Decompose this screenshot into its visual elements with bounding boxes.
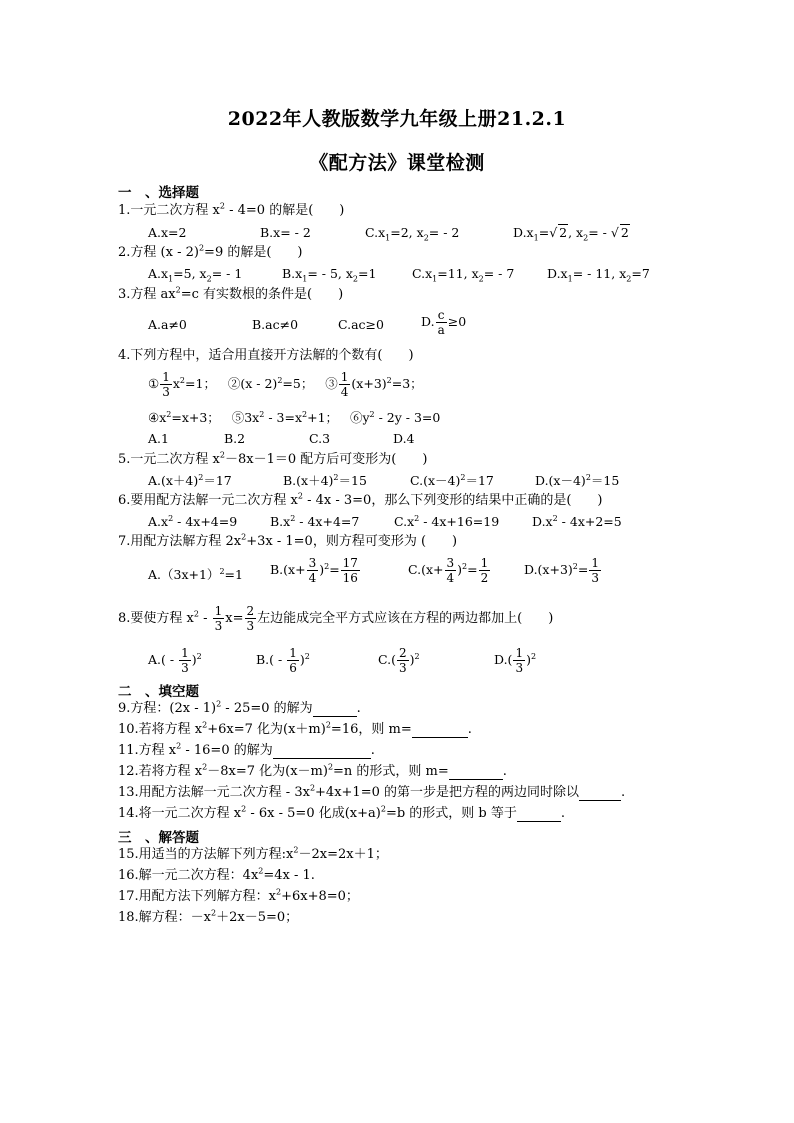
q8-option-a: A.( - $\frac{1}{3}$ )$^2$ xyxy=(148,646,202,675)
question-6-stem: 6.要用配方法解一元二次方程 $x^2 - 4x - 3=0$，那么下列变形的结果中正确的是( ) xyxy=(118,491,603,508)
answer-blank[interactable] xyxy=(579,788,621,801)
q6-option-c: $C.x^2 - 4x+16=19$ xyxy=(394,513,500,529)
answer-blank[interactable] xyxy=(412,725,468,738)
question-10: 10.若将方程 $x^2+6x=7$ 化为$(x+m)^2=16$，则 m= . xyxy=(118,720,472,737)
title-line-1: 2022年人教版数学九年级上册21.2.1 xyxy=(227,108,567,130)
question-5-stem: 5.一元二次方程 $x^2-8x-1=0$ 配方后可变形为( ) xyxy=(118,450,428,467)
q4-items-row-1: ① $\frac{1}{3}$ $x^2=1$； ②(x - 2)$^2$=5； ③ $\frac{1}{4}$ $(x+3)^2=3$； xyxy=(148,370,423,399)
q1-option-c: $C.x_1=2$, $x_2= - 2$ xyxy=(365,225,460,243)
q7-option-d: $D.(x+3)^2=$ $\frac{1}{3}$ xyxy=(524,556,599,585)
question-2-stem: 2.方程 (x - 2)$^2$=9 的解是( ) xyxy=(118,243,303,260)
question-18: 18.解方程：$-x^2+2x-5=0$； xyxy=(118,908,299,925)
answer-blank[interactable] xyxy=(449,767,503,780)
answer-blank[interactable] xyxy=(273,746,371,759)
q5-option-d: $D.(x-4)^2=15$ xyxy=(535,472,620,488)
q3-option-c: C.ac≥0 xyxy=(338,317,384,332)
q5-option-b: $B.(x+4)^2=15$ xyxy=(283,472,367,488)
q4-option-d: D.4 xyxy=(393,431,415,446)
question-3-stem: 3.方程 $ax^2=c$ 有实数根的条件是( ) xyxy=(118,285,344,302)
title-line-2: 《配方法》课堂检测 xyxy=(309,152,485,174)
q6-option-b: $B.x^2 - 4x+4=7$ xyxy=(270,513,360,529)
q3-option-b: B.ac≠0 xyxy=(252,317,299,332)
question-15: 15.用适当的方法解下列方程$:x^2-2x=2x+1$； xyxy=(118,845,388,862)
q1-option-a: A.x=2 xyxy=(148,225,187,240)
question-8-stem: 8.要使方程 $x^2$ - $\frac{1}{3}$ x= $\frac{2}{3}$ 左边能成完全平方式应该在方程的两边都加上( ) xyxy=(118,604,554,633)
q3-option-a: A.a≠0 xyxy=(148,317,187,332)
q4-option-a: A.1 xyxy=(148,431,169,446)
section-heading-answer: 三 、解答题 xyxy=(118,830,199,846)
q2-option-a: $A.x_1=5$, $x_2= - 1$ xyxy=(148,266,243,284)
q8-option-c: C.( $\frac{2}{3}$ )$^2$ xyxy=(378,646,420,675)
section-heading-choice: 一 、选择题 xyxy=(118,185,199,201)
q2-option-d: $D.x_1= - 11$, $x_2=7$ xyxy=(547,266,650,284)
question-17: 17.用配方法下列解方程：$x^2+6x+8=0$； xyxy=(118,887,359,904)
q3-option-d: D. $\frac{c}{a}$ ≥0 xyxy=(421,308,467,337)
q7-option-c: C.(x+ $\frac{3}{4}$ )$^2$= $\frac{1}{2}$ xyxy=(408,556,489,585)
question-4-stem: 4.下列方程中，适合用直接开方法解的个数有( ) xyxy=(118,348,414,363)
question-14: 14.将一元二次方程 $x^2 - 6x - 5=0$ 化成$(x+a)^2=b$ 的形式，则 b 等于 . xyxy=(118,804,566,821)
question-11: 11.方程 $x^2 - 16=0$ 的解为 . xyxy=(118,741,375,758)
q5-option-a: $A.(x+4)^2=17$ xyxy=(148,472,232,488)
section-heading-fill: 二 、填空题 xyxy=(118,684,199,700)
answer-blank[interactable] xyxy=(313,704,357,717)
answer-blank[interactable] xyxy=(517,809,561,822)
q4-option-c: C.3 xyxy=(309,431,331,446)
q1-option-d: $D.x_1=√$ 2, $x_2=$ - √ 2 xyxy=(513,225,629,243)
question-9: 9.方程：(2x - 1)$^2$ - 25=0 的解为 . xyxy=(118,699,361,716)
q8-option-b: B.( - $\frac{1}{6}$ )$^2$ xyxy=(256,646,310,675)
q2-option-b: $B.x_1= - 5$, $x_2=1$ xyxy=(282,266,377,284)
question-7-stem: 7.用配方法解方程 $2x^2+3x - 1=0$，则方程可变形为 ( ) xyxy=(118,532,458,549)
q2-option-c: $C.x_1=11$, $x_2= - 7$ xyxy=(412,266,515,284)
q1-option-b: B.x= - 2 xyxy=(260,225,311,240)
question-12: 12.若将方程 $x^2-8x=7$ 化为$(x-m)^2=n$ 的形式，则 m= . xyxy=(118,762,507,779)
q6-option-a: $A.x^2 - 4x+4=9$ xyxy=(148,513,238,529)
question-13: 13.用配方法解一元二次方程 - $3x^2+4x+1=0$ 的第一步是把方程的两边同时除以 . xyxy=(118,783,626,800)
q6-option-d: $D.x^2 - 4x+2=5$ xyxy=(532,513,622,529)
q7-option-b: B.(x+ $\frac{3}{4}$ )$^2$= $\frac{17}{16}$ xyxy=(270,556,358,585)
q4-option-b: B.2 xyxy=(224,431,246,446)
question-16: 16.解一元二次方程：$4x^2=4x - 1$. xyxy=(118,866,315,883)
q7-option-a: $A.(3x+1)^2=1$ xyxy=(148,566,243,582)
q4-items-row-2: $④x^2=x+3$； $⑤3x^2 - 3=x^2+1$； $⑥y^2 - 2y - 3=0$ xyxy=(148,409,441,425)
question-1-stem: 1.一元二次方程 $x^2 - 4=0$ 的解是( ) xyxy=(118,201,345,218)
q5-option-c: $C.(x-4)^2=17$ xyxy=(410,472,494,488)
q8-option-d: D.( $\frac{1}{3}$ )$^2$ xyxy=(494,646,537,675)
